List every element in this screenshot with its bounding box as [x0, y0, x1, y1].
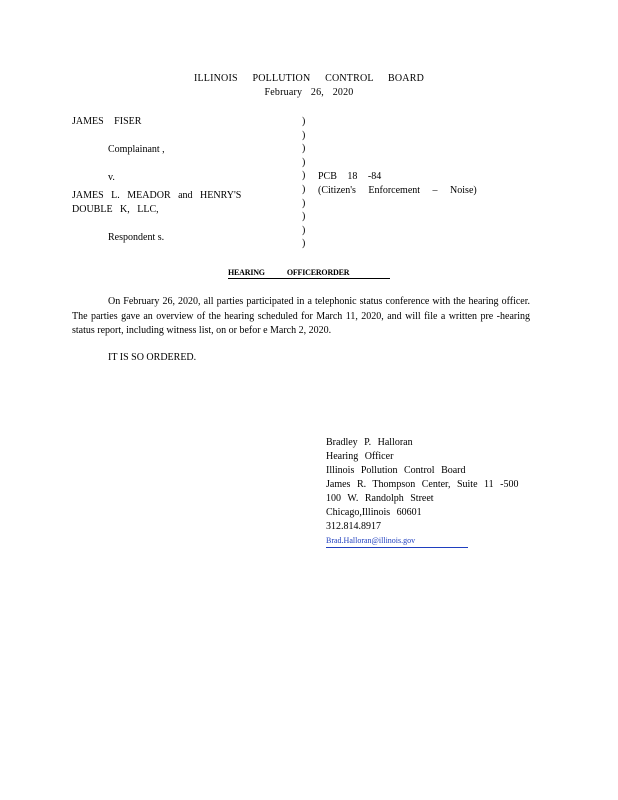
- so-ordered: IT IS SO ORDERED.: [108, 352, 197, 363]
- email-link[interactable]: Brad.Halloran@illinois.gov: [326, 535, 468, 548]
- order-paragraph: On February 26, 2020, all parties participated in a telephonic status conference with the hearing officer. The parties gave an overview of the hearing scheduled for March 11, 2020, and will file a written pre -hearing status report, including witness list, on or befor e March 2, 2020.: [72, 296, 530, 336]
- respondent-label: Respondent s.: [108, 232, 165, 243]
- paren: ): [302, 197, 306, 209]
- paren: ): [302, 211, 306, 223]
- paren: ): [302, 170, 306, 182]
- address-line2: 100 W. Randolph Street: [326, 493, 434, 504]
- case-type: (Citizen's Enforcement – Noise): [318, 185, 477, 196]
- case-caption-parties: [72, 115, 302, 245]
- complainant-name: JAMES FISER: [72, 116, 142, 127]
- paren: ): [302, 143, 306, 155]
- respondent-name-line2: DOUBLE K, LLC,: [72, 204, 159, 215]
- complainant-label: Complainant ,: [108, 144, 165, 155]
- document-header: [0, 72, 618, 100]
- board-name: ILLINOIS POLLUTION CONTROL BOARD: [193, 73, 425, 84]
- order-title-word1: HEARING: [228, 268, 265, 277]
- signer-organization: Illinois Pollution Control Board: [326, 465, 466, 476]
- signer-name: Bradley P. Halloran: [326, 437, 413, 448]
- order-title-word2: OFFICERORDER: [286, 268, 350, 277]
- caption-paren-column: [302, 115, 312, 251]
- case-caption-number: [318, 170, 477, 198]
- header-date: February 26, 2020: [264, 87, 354, 98]
- paren: ): [302, 224, 306, 236]
- signature-block: [326, 436, 518, 548]
- paren: ): [302, 129, 306, 141]
- paren: ): [302, 238, 306, 250]
- respondent-name-line1: JAMES L. MEADOR and HENRY'S: [72, 190, 242, 201]
- order-title: [228, 268, 390, 279]
- phone-number: 312.814.8917: [326, 521, 381, 532]
- paren: ): [302, 116, 306, 127]
- signer-title: Hearing Officer: [326, 451, 394, 462]
- paren: ): [302, 156, 306, 168]
- paren: ): [302, 183, 306, 195]
- case-number: PCB 18 -84: [318, 171, 382, 182]
- address-line1: James R. Thompson Center, Suite 11 -500: [326, 479, 519, 490]
- address-city: Chicago,Illinois 60601: [326, 507, 422, 518]
- versus-label: v.: [108, 172, 115, 183]
